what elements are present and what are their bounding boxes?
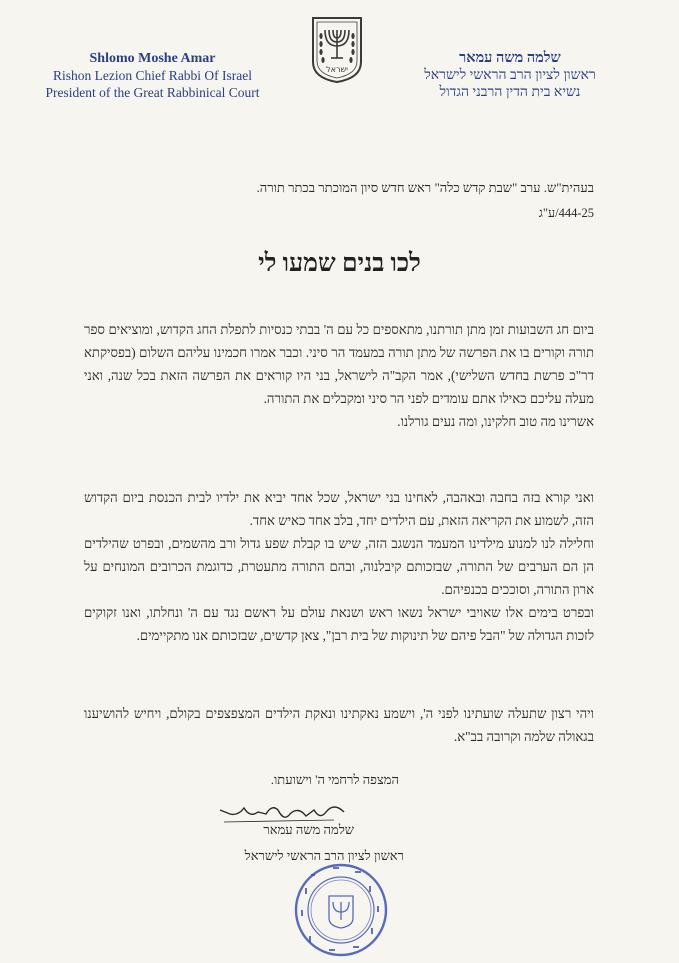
signature-title: ראשון לציון הרב הראשי לישראל [244,848,404,863]
emblem-caption: ישראל [326,65,348,74]
header-he-name: שלמה משה עמאר [459,50,561,66]
date-line: בעהית"ש. ערב "שבת קדש כלה" ראש חדש סיון המוכתר בכתר תורה. [256,180,594,195]
closing-line: המצפה לרחמי ה' וישועתו. [270,772,399,787]
official-stamp-icon [293,862,389,958]
letter-title: לכו בנים שמעו לי [258,250,421,277]
paragraph-1: ביום חג השבועות זמן מתן תורתנו, מתאספים כל עם ה' בבתי כנסיות לתפלת החג הקדוש, ומוציאים ספר תורה וקורים בו את הפרשה של מתן תורה במעמד הר סיני. וכבר אמרו חכמינו עליהם השלום (בפסיקתא דר"כ פרשת בחדש השלישי), אמר הקב"ה לישראל, בני היו קוראים את הפרשה הזאת בכל שנה, ואני מעלה עליכם כאילו אתם עומדים לפני הר סיני ומקבלים את התורה. [84,322,594,406]
header-en-title: Rishon Lezion Chief Rabbi Of Israel [52,68,253,83]
header-en-court: President of the Great Rabbinical Court [45,85,260,100]
header-english [20,50,285,101]
signature-name: שלמה משה עמאר [263,822,354,837]
paragraph-1b: אשרינו מה טוב חלקינו, ומה נעים גורלנו. [397,414,594,429]
body-section-3 [84,702,594,748]
header-he-court: נשיא בית הדין הרבני הגדול [439,85,581,100]
header-hebrew [375,50,645,101]
body-section-2 [84,486,594,647]
header-en-name: Shlomo Moshe Amar [89,51,216,66]
paragraph-2: ואני קורא בזה בחבה ובאהבה, לאחינו בני ישראל, שכל אחד יביא את ילדיו לבית הכנסת ביום הקדוש הזה, לשמוע את הקריאה הזאת, עם הילדים יחד, בלב אחד כאיש אחד. [84,490,594,528]
body-section-1 [84,318,594,433]
state-emblem-icon [309,16,365,84]
paragraph-3: וחלילה לנו למנוע מילדינו המעמד הנשגב הזה, שיש בו קבלת שפע גדול ורב מהשמים, ובפרט שהילדים הן הם הערבים של התורה, שבזכותם קיבלנוה, ובהם התורה מתעטרת, כדוגמת הכרובים המונחים על ארון התורה, וסוככים בכנפיהם. [84,536,594,597]
paragraph-4: ובפרט בימים אלו שאויבי ישראל נשאו ראש ושנאת עולם על ראשם נגד עם ה' ונחלתו, ואנו זקוקים לזכות הגדולה של "הבל פיהם של תינוקות של בית רבן", צאן קדשים, שבזכותם אנו מתקיימים. [84,605,594,643]
header-he-title: ראשון לציון הרב הראשי לישראל [424,68,596,83]
reference-number: 444-25/ע"ג [538,206,594,220]
paragraph-5: ויהי רצון שתעלה שועתינו לפני ה', וישמע נאקתינו ונאקת הילדים המצפצפים בקולם, ויחיש להושיענו בגאולה שלמה וקרובה בב"א. [84,706,594,744]
